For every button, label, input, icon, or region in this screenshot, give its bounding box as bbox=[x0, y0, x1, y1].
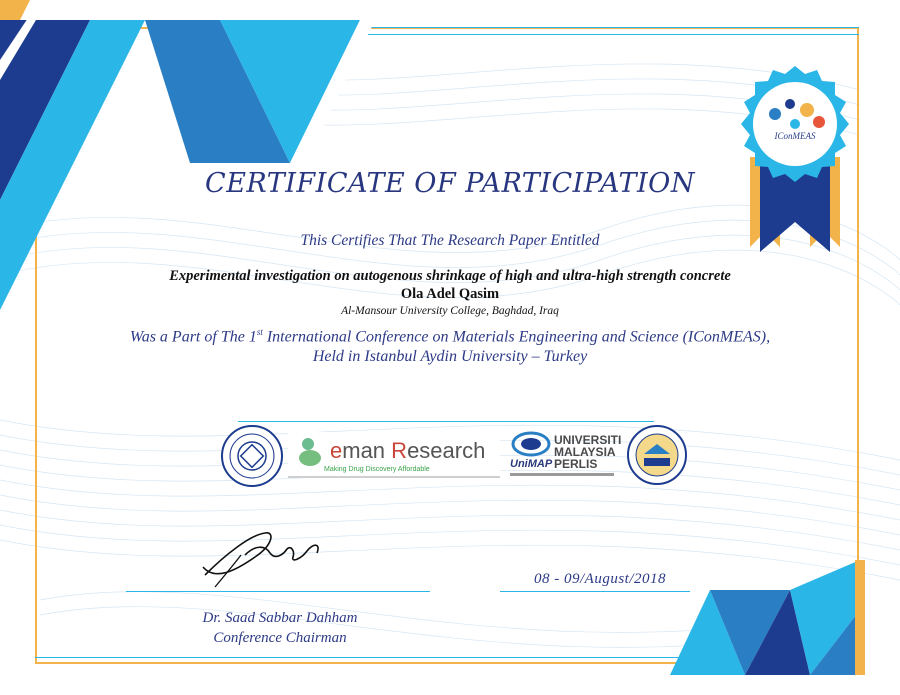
chairman-signature bbox=[195, 515, 335, 590]
eman-figure-icon bbox=[296, 436, 326, 468]
corner-chevron-bottom-right bbox=[670, 560, 900, 695]
eman-letter-e: e bbox=[330, 438, 343, 463]
paper-title: Experimental investigation on autogenous shrinkage of high and ultra-high strength concrete bbox=[169, 268, 731, 284]
eman-research-logo bbox=[288, 432, 500, 478]
conference-seal bbox=[730, 62, 860, 262]
bottom-rule bbox=[35, 657, 685, 658]
conference-line-prefix: Was a Part of The 1 bbox=[129, 328, 257, 346]
eman-letters-esearch: esearch bbox=[407, 438, 486, 463]
university-of-anbar-logo bbox=[626, 424, 688, 486]
eman-research-wordmark bbox=[330, 438, 485, 464]
conference-date: 08 - 09/August/2018 bbox=[534, 571, 666, 587]
eman-letters-man: man bbox=[342, 438, 392, 463]
top-rule-inner bbox=[356, 34, 859, 35]
chairman-signature-line bbox=[126, 591, 430, 592]
istanbul-aydin-university-logo bbox=[220, 424, 284, 488]
certifies-line: This Certifies That The Research Paper Entitled bbox=[300, 232, 600, 249]
conference-statement bbox=[40, 322, 860, 367]
chairman-role: Conference Chairman bbox=[213, 630, 347, 646]
unimap-line-2: MALAYSIA bbox=[554, 445, 616, 459]
certificate-title: CERTIFICATE OF PARTICIPATION bbox=[205, 168, 695, 199]
venue-line: Held in Istanbul Aydin University – Turkey bbox=[312, 348, 588, 366]
author-name: Ola Adel Qasim bbox=[400, 286, 500, 302]
unimap-underline bbox=[510, 473, 614, 476]
chairman-name: Dr. Saad Sabbar Dahham bbox=[202, 610, 358, 626]
conference-line-suffix: International Conference on Materials Engineering and Science (IConMEAS), bbox=[262, 328, 771, 346]
unimap-emblem-icon bbox=[510, 430, 552, 458]
unimap-line-3: PERLIS bbox=[554, 457, 598, 471]
unimap-wordmark: UniMAP bbox=[510, 458, 553, 470]
top-rule bbox=[356, 27, 859, 28]
seal-label: IConMEAS bbox=[774, 131, 816, 141]
date-line bbox=[500, 591, 690, 592]
unimap-line-1: UNIVERSITI bbox=[554, 433, 622, 447]
author-affiliation: Al-Mansour University College, Baghdad, Iraq bbox=[341, 305, 559, 317]
eman-letter-r: R bbox=[391, 438, 408, 463]
logo-strip-rule bbox=[238, 421, 654, 422]
unimap-name bbox=[554, 434, 621, 470]
chairman-block bbox=[140, 608, 420, 648]
ordinal-suffix: st bbox=[256, 327, 263, 337]
eman-tagline: Making Drug Discovery Affordable bbox=[324, 466, 430, 473]
